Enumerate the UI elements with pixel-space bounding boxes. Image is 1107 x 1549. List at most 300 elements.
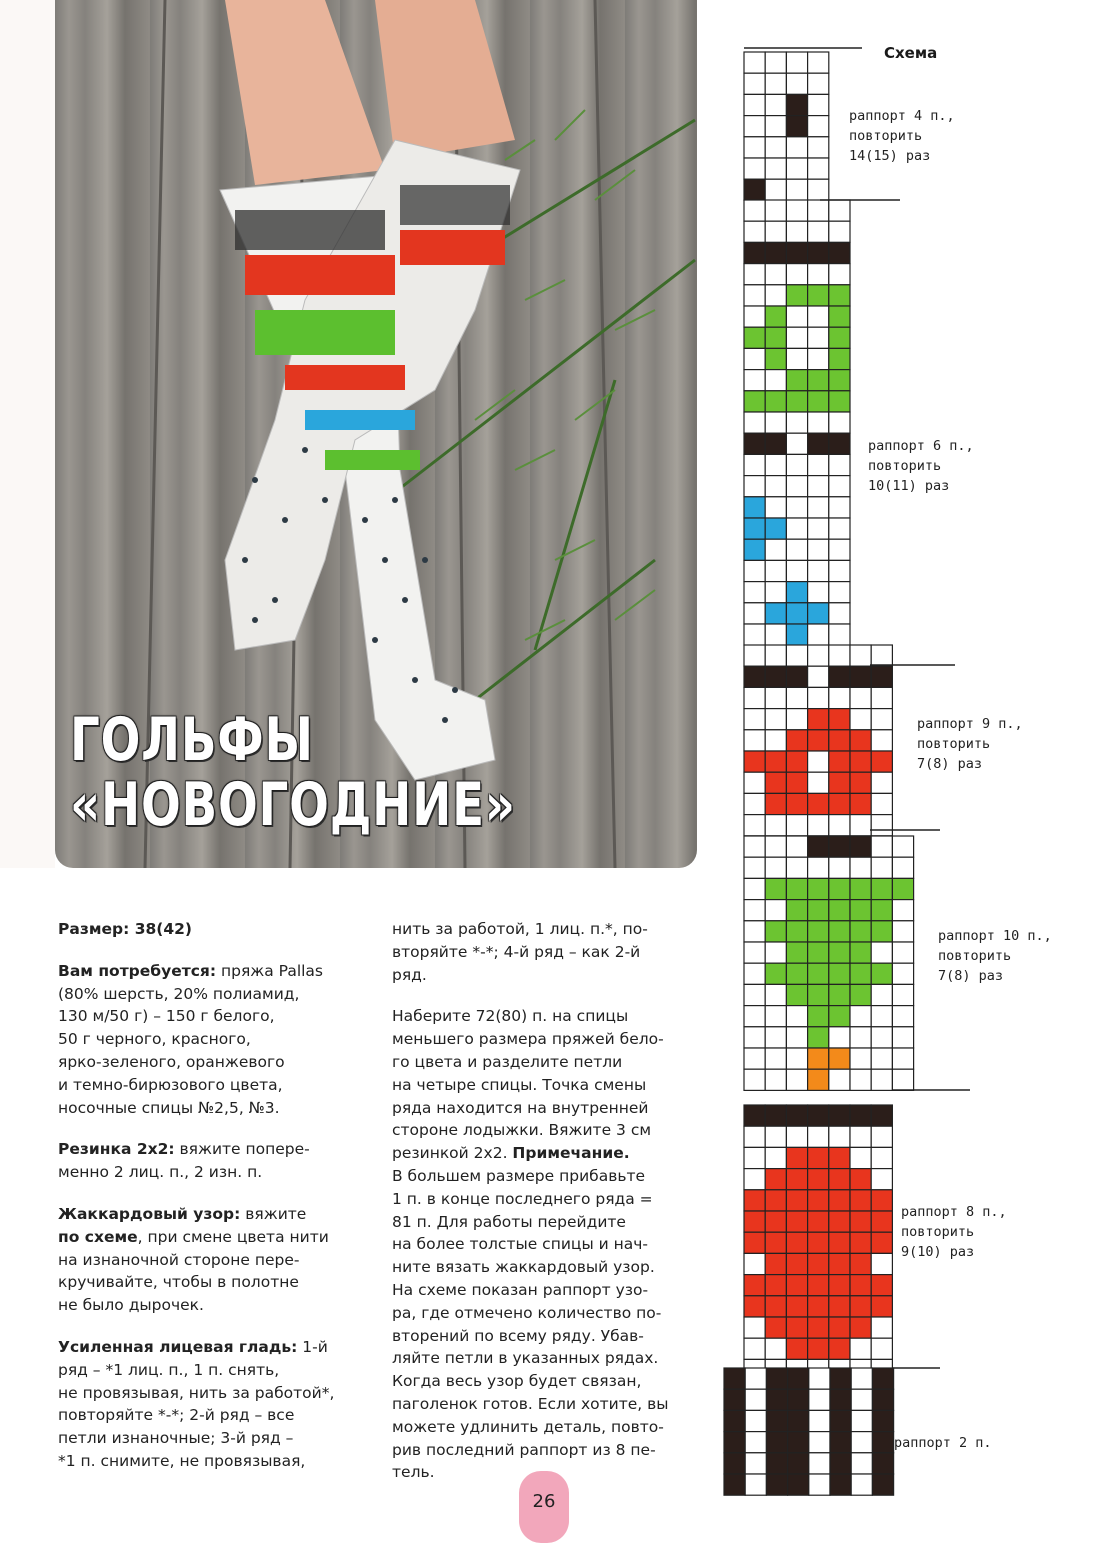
label-line: раппорт 2 п.: [894, 1435, 992, 1451]
chart-cell: [744, 1317, 765, 1338]
chart-cell: [786, 327, 807, 348]
chart-cell: [786, 1317, 807, 1338]
chart-cell: [745, 1432, 766, 1453]
chart-cell: [744, 730, 765, 751]
chart-cell: [808, 666, 829, 687]
chart-cell: [808, 433, 829, 454]
chart-cell: [765, 327, 786, 348]
text-line: 1 п. в конце последнего ряда =: [392, 1189, 653, 1208]
chart-cell: [872, 1389, 893, 1410]
chart-cell: [829, 1048, 850, 1069]
chart-cell: [786, 221, 807, 242]
chart-cell: [809, 1453, 830, 1474]
text-line: не провязывая, нить за работой*,: [58, 1383, 335, 1402]
chart-cell: [786, 624, 807, 645]
chart-cell: [850, 1048, 871, 1069]
chart-cell: [765, 878, 786, 899]
chart-cell: [808, 772, 829, 793]
chart-cell: [786, 836, 807, 857]
chart-cell: [871, 1359, 892, 1380]
chart-cell: [724, 1410, 745, 1431]
chart-cell: [871, 1338, 892, 1359]
chart-cell: [872, 1368, 893, 1389]
chart-cell: [829, 1338, 850, 1359]
text-line: на четыре спицы. Точка смены: [392, 1075, 647, 1094]
chart-cell: [786, 942, 807, 963]
chart-cell: [808, 857, 829, 878]
chart-cell: [808, 137, 829, 158]
chart-cell: [765, 1211, 786, 1232]
chart-cell: [829, 1296, 850, 1317]
chart-cell: [765, 242, 786, 263]
chart-cell: [744, 1105, 765, 1126]
page-margin: [0, 0, 55, 868]
chart-cell: [765, 793, 786, 814]
chart-cell: [786, 793, 807, 814]
chart-cell: [850, 984, 871, 1005]
chart-cell: [850, 793, 871, 814]
chart-cell: [850, 836, 871, 857]
chart-cell: [788, 1453, 809, 1474]
chart-cell: [830, 1410, 851, 1431]
chart-cell: [744, 52, 765, 73]
chart-cell: [808, 306, 829, 327]
chart-cell: [892, 900, 913, 921]
chart-cell: [744, 560, 765, 581]
chart-cell: [871, 709, 892, 730]
chart-cell: [786, 1069, 807, 1090]
chart-cell: [744, 1147, 765, 1168]
chart-cell: [786, 1338, 807, 1359]
chart-cell: [829, 1169, 850, 1190]
label-repeat-2: [894, 1433, 992, 1453]
chart-cell: [786, 200, 807, 221]
chart-cell: [765, 221, 786, 242]
chart-cell: [808, 836, 829, 857]
chart-section: [744, 836, 914, 1090]
text-line: Вам потребуется: пряжа Pallas: [58, 961, 324, 980]
chart-cell: [851, 1368, 872, 1389]
chart-cell: [829, 942, 850, 963]
label-line: повторить: [849, 128, 923, 144]
chart-cell: [765, 1232, 786, 1253]
chart-cell: [808, 1069, 829, 1090]
chart-cell: [765, 1126, 786, 1147]
chart-cell: [786, 1253, 807, 1274]
chart-cell: [892, 1048, 913, 1069]
chart-cell: [765, 1006, 786, 1027]
chart-cell: [829, 285, 850, 306]
chart-cell: [744, 433, 765, 454]
text-line: *1 п. снимите, не провязывая,: [58, 1451, 306, 1470]
chart-cell: [744, 242, 765, 263]
chart-cell: [829, 348, 850, 369]
text-line: не было дырочек.: [58, 1296, 204, 1315]
chart-cell: [744, 666, 765, 687]
chart-cell: [765, 603, 786, 624]
chart-cell: [744, 900, 765, 921]
chart-cell: [765, 560, 786, 581]
chart-cell: [892, 921, 913, 942]
text-line: ряд.: [392, 965, 427, 984]
text-line: повторяйте *-*; 2-й ряд – все: [58, 1406, 295, 1425]
chart-cell: [765, 942, 786, 963]
chart-cell: [829, 1253, 850, 1274]
chart-cell: [871, 836, 892, 857]
chart-cell: [765, 730, 786, 751]
chart-cell: [850, 1027, 871, 1048]
chart-cell: [850, 1147, 871, 1168]
chart-cell: [830, 1432, 851, 1453]
chart-cell: [765, 751, 786, 772]
chart-cell: [829, 815, 850, 836]
chart-cell: [765, 1253, 786, 1274]
chart-cell: [765, 687, 786, 708]
chart-cell: [829, 1359, 850, 1380]
paragraph: [58, 918, 348, 941]
label-line: раппорт 6 п.,: [868, 438, 974, 454]
paragraph: [58, 1336, 348, 1473]
chart-cell: [808, 1006, 829, 1027]
chart-cell: [872, 1432, 893, 1453]
chart-cell: [786, 772, 807, 793]
chart-cell: [808, 900, 829, 921]
chart-cell: [786, 348, 807, 369]
chart-cell: [786, 391, 807, 412]
chart-cell: [744, 327, 765, 348]
chart-cell: [786, 306, 807, 327]
chart-cell: [786, 751, 807, 772]
chart-cell: [786, 476, 807, 497]
chart-cell: [829, 1105, 850, 1126]
chart-cell: [850, 1253, 871, 1274]
chart-cell: [829, 412, 850, 433]
chart-cell: [871, 751, 892, 772]
chart-cell: [766, 1410, 787, 1431]
chart-cell: [744, 285, 765, 306]
chart-cell: [744, 348, 765, 369]
chart-cell: [850, 878, 871, 899]
chart-cell: [724, 1474, 745, 1495]
instructions-column-left: [58, 918, 348, 1492]
chart-cell: [765, 116, 786, 137]
chart-cell: [765, 433, 786, 454]
paragraph: [58, 1138, 348, 1184]
chart-cell: [808, 497, 829, 518]
chart-cell: [786, 454, 807, 475]
chart-cell: [829, 921, 850, 942]
text-line: Наберите 72(80) п. на спицы: [392, 1007, 629, 1026]
chart-cell: [744, 1359, 765, 1380]
chart-cell: [808, 1338, 829, 1359]
chart-cell: [808, 1169, 829, 1190]
chart-cell: [850, 942, 871, 963]
chart-cell: [829, 327, 850, 348]
text-line: стороне лодыжки. Вяжите 3 см: [392, 1121, 652, 1140]
text-line: на более толстые спицы и нач-: [392, 1235, 649, 1254]
chart-cell: [744, 1169, 765, 1190]
text-line: тель.: [392, 1463, 435, 1482]
chart-cell: [808, 370, 829, 391]
text-line: вторений по всему ряду. Убав-: [392, 1326, 644, 1345]
chart-cell: [765, 391, 786, 412]
chart-cell: [871, 1147, 892, 1168]
text-line: можете удлинить деталь, повто-: [392, 1417, 664, 1436]
label-line: раппорт 10 п.,: [938, 928, 1052, 944]
chart-cell: [744, 518, 765, 539]
text-line: петли изнаночные; 3-й ряд –: [58, 1429, 294, 1448]
chart-cell: [765, 984, 786, 1005]
chart-cell: [850, 1338, 871, 1359]
label-repeat-6: [868, 436, 974, 496]
chart-cell: [850, 1232, 871, 1253]
chart-cell: [745, 1453, 766, 1474]
chart-cell: [871, 793, 892, 814]
chart-cell: [744, 1211, 765, 1232]
text-line: на изнаночной стороне пере-: [58, 1250, 300, 1269]
chart-cell: [744, 73, 765, 94]
chart-cell: [808, 1211, 829, 1232]
chart-cell: [808, 1027, 829, 1048]
chart-cell: [850, 1317, 871, 1338]
text-line: ра, где отмечено количество по-: [392, 1303, 662, 1322]
chart-cell: [808, 73, 829, 94]
chart-cell: [808, 518, 829, 539]
chart-cell: [872, 1453, 893, 1474]
chart-cell: [744, 264, 765, 285]
chart-cell: [786, 878, 807, 899]
chart-cell: [829, 1069, 850, 1090]
chart-cell: [786, 242, 807, 263]
chart-cell: [829, 1006, 850, 1027]
chart-cell: [892, 1006, 913, 1027]
chart-cell: [829, 730, 850, 751]
chart-cell: [786, 158, 807, 179]
chart-cell: [851, 1389, 872, 1410]
chart-cell: [786, 73, 807, 94]
chart-cell: [765, 518, 786, 539]
chart-cell: [786, 116, 807, 137]
chart-cell: [744, 158, 765, 179]
chart-cell: [808, 709, 829, 730]
label-repeat-4: [849, 106, 955, 166]
chart-cell: [765, 1317, 786, 1338]
chart-cell: [786, 1105, 807, 1126]
chart-cell: [850, 1296, 871, 1317]
chart-cell: [829, 857, 850, 878]
chart-cell: [850, 1169, 871, 1190]
text-line: 130 м/50 г) – 150 г белого,: [58, 1007, 275, 1026]
chart-cell: [829, 391, 850, 412]
text-line: (80% шерсть, 20% полиамид,: [58, 984, 300, 1003]
chart-cell: [850, 1105, 871, 1126]
chart-cell: [808, 815, 829, 836]
chart-cell: [808, 1232, 829, 1253]
chart-cell: [765, 370, 786, 391]
chart-cell: [871, 730, 892, 751]
chart-cell: [808, 645, 829, 666]
chart-cell: [829, 497, 850, 518]
chart-cell: [744, 1190, 765, 1211]
label-line: 14(15) раз: [849, 148, 931, 164]
chart-cell: [724, 1389, 745, 1410]
chart-cell: [744, 963, 765, 984]
chart-cell: [765, 921, 786, 942]
chart-cell: [786, 1048, 807, 1069]
chart-cell: [829, 751, 850, 772]
chart-cell: [744, 603, 765, 624]
chart-cell: [765, 476, 786, 497]
text-line: ните вязать жаккардовый узор.: [392, 1258, 655, 1277]
chart-cell: [765, 179, 786, 200]
text-line: Жаккардовый узор: вяжите: [58, 1204, 307, 1223]
chart-cell: [829, 306, 850, 327]
chart-cell: [892, 836, 913, 857]
chart-cell: [808, 391, 829, 412]
text-line: Усиленная лицевая гладь: 1-й: [58, 1337, 328, 1356]
chart-cell: [724, 1368, 745, 1389]
chart-cell: [786, 370, 807, 391]
chart-cell: [808, 221, 829, 242]
text-line: и темно-бирюзового цвета,: [58, 1075, 283, 1094]
chart-cell: [744, 645, 765, 666]
chart-cell: [829, 1232, 850, 1253]
chart-cell: [744, 921, 765, 942]
chart-cell: [808, 1048, 829, 1069]
chart-cell: [744, 751, 765, 772]
chart-cell: [829, 963, 850, 984]
chart-cell: [871, 666, 892, 687]
chart-cell: [765, 1275, 786, 1296]
text-line: 50 г черного, красного,: [58, 1030, 251, 1049]
chart-cell: [744, 454, 765, 475]
chart-cell: [851, 1432, 872, 1453]
chart-cell: [786, 52, 807, 73]
chart-cell: [786, 1169, 807, 1190]
chart-cell: [766, 1453, 787, 1474]
chart-cell: [744, 1296, 765, 1317]
chart-cell: [744, 94, 765, 115]
chart-cell: [808, 539, 829, 560]
chart-cell: [786, 687, 807, 708]
chart-cell: [850, 751, 871, 772]
chart-cell: [829, 1027, 850, 1048]
chart-cell: [892, 984, 913, 1005]
chart-cell: [745, 1389, 766, 1410]
chart-cell: [744, 391, 765, 412]
chart-cell: [744, 1275, 765, 1296]
chart-cell: [829, 518, 850, 539]
chart-cell: [765, 285, 786, 306]
chart-cell: [829, 603, 850, 624]
chart-cell: [871, 1296, 892, 1317]
chart-cell: [892, 857, 913, 878]
chart-cell: [829, 433, 850, 454]
chart-cell: [744, 857, 765, 878]
chart-cell: [744, 1338, 765, 1359]
chart-cell: [808, 242, 829, 263]
chart-cell: [829, 687, 850, 708]
chart-cell: [808, 560, 829, 581]
chart-cell: [765, 348, 786, 369]
chart-cell: [809, 1389, 830, 1410]
chart-cell: [850, 857, 871, 878]
chart-cell: [765, 52, 786, 73]
chart-cell: [829, 1126, 850, 1147]
title-line-2: «НОВОГОДНИЕ»: [70, 770, 516, 840]
chart-cell: [765, 900, 786, 921]
chart-cell: [809, 1432, 830, 1453]
chart-cell: [808, 412, 829, 433]
text-line: нить за работой, 1 лиц. п.*, по-: [392, 920, 648, 938]
chart-cell: [808, 285, 829, 306]
chart-cell: [808, 327, 829, 348]
chart-cell: [744, 412, 765, 433]
chart-cell: [808, 264, 829, 285]
chart-section: [744, 200, 850, 645]
chart-cell: [765, 709, 786, 730]
chart-cell: [871, 1211, 892, 1232]
label-line: повторить: [917, 736, 991, 752]
chart-cell: [744, 624, 765, 645]
text-line: менно 2 лиц. п., 2 изн. п.: [58, 1163, 263, 1182]
chart-cell: [765, 645, 786, 666]
chart-cell: [850, 921, 871, 942]
chart-cell: [808, 942, 829, 963]
chart-cell: [871, 1069, 892, 1090]
chart-cell: [850, 1275, 871, 1296]
chart-cell: [808, 603, 829, 624]
chart-cell: [786, 857, 807, 878]
chart-cell: [786, 1275, 807, 1296]
text-line: В большем размере прибавьте: [392, 1166, 646, 1185]
chart-cell: [871, 942, 892, 963]
chart-cell: [765, 264, 786, 285]
chart-cell: [892, 963, 913, 984]
chart-cell: [829, 900, 850, 921]
chart-cell: [892, 942, 913, 963]
chart-cell: [808, 1190, 829, 1211]
chart-cell: [744, 942, 765, 963]
chart-cell: [765, 666, 786, 687]
chart-cell: [786, 1027, 807, 1048]
paragraph: [58, 1203, 348, 1317]
label-line: раппорт 8 п.,: [901, 1204, 1007, 1220]
chart-cell: [766, 1389, 787, 1410]
chart-cell: [808, 200, 829, 221]
chart-cell: [871, 1169, 892, 1190]
chart-cell: [850, 687, 871, 708]
chart-section: [744, 645, 892, 836]
chart-cell: [786, 582, 807, 603]
chart-cell: [765, 1027, 786, 1048]
paragraph: [392, 918, 704, 986]
chart-cell: [788, 1368, 809, 1389]
chart-cell: [871, 1253, 892, 1274]
chart-section: [744, 1105, 892, 1381]
chart-cell: [829, 793, 850, 814]
chart-cell: [808, 179, 829, 200]
text-line: го цвета и разделите петли: [392, 1052, 623, 1071]
chart-cell: [871, 1006, 892, 1027]
instructions-column-right: [392, 918, 704, 1503]
chart-cell: [765, 497, 786, 518]
chart-cell: [765, 306, 786, 327]
chart-cell: [786, 1211, 807, 1232]
chart-cell: [808, 1126, 829, 1147]
chart-cell: [829, 264, 850, 285]
chart-cell: [829, 772, 850, 793]
